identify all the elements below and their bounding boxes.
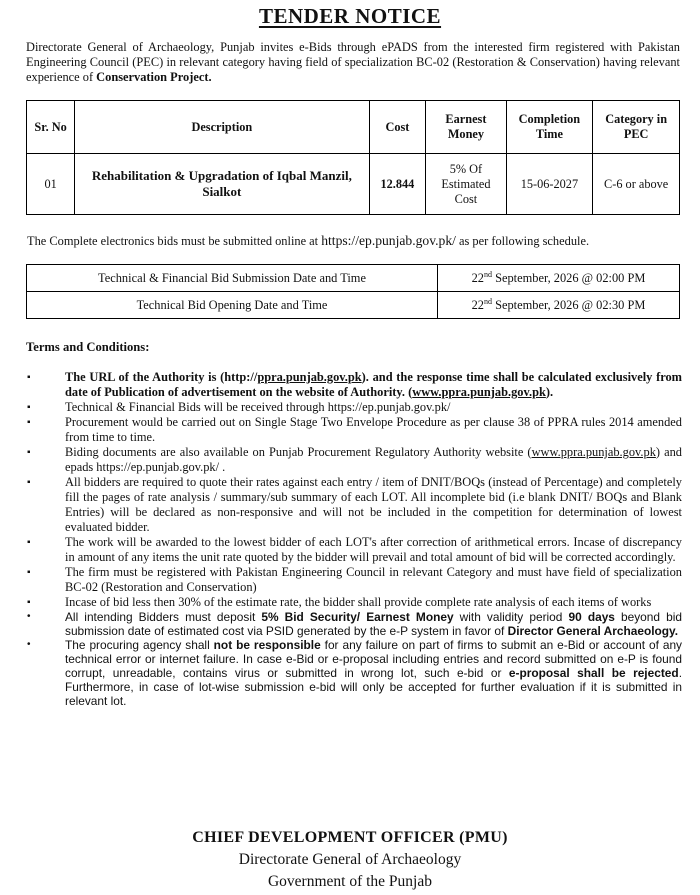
- header-cost: Cost: [369, 101, 426, 154]
- header-earnest-money: Earnest Money: [426, 101, 506, 154]
- list-item: ▪ Incase of bid less then 30% of the estimate rate, the bidder shall provide complete rate analysis of each items of works: [27, 595, 652, 609]
- schedule-label: Technical & Financial Bid Submission Date and Time: [27, 265, 438, 292]
- schedule-label: Technical Bid Opening Date and Time: [27, 292, 438, 319]
- page-title: TENDER NOTICE: [258, 4, 442, 28]
- list-item: ▪ The work will be awarded to the lowest bidder of each LOT's after correction of arithmetical errors. Incase of discrepancy in amount of any items the unit rate quoted by the bidder will prevail and total amount of bid will be corrected accordingly.: [27, 535, 682, 564]
- signature-block: [0, 829, 700, 895]
- bullet-icon: ▪: [27, 537, 31, 548]
- bullet-icon: ▪: [27, 447, 31, 458]
- list-item: ▪ Biding documents are also available on Punjab Procurement Regulatory Authority website (www.ppra.punjab.gov.pk) and epads https://ep.punjab.gov.pk/ .: [27, 445, 682, 474]
- bullet-icon: ▪: [27, 402, 31, 413]
- header-sr-no: Sr. No: [27, 101, 75, 154]
- table-row: [27, 265, 680, 292]
- submission-notice: The Complete electronics bids must be submitted online at https://ep.punjab.gov.pk/ as per following schedule.: [27, 233, 590, 248]
- bullet-icon: ▪: [27, 597, 31, 608]
- bullet-icon: ▪: [27, 417, 31, 428]
- schedule-datetime: 22nd September, 2026 @ 02:00 PM: [438, 265, 680, 292]
- cell-description: Rehabilitation & Upgradation of Iqbal Manzil, Sialkot: [75, 154, 369, 215]
- list-item: ▪ Technical & Financial Bids will be received through https://ep.punjab.gov.pk/: [27, 400, 451, 414]
- signatory-office: Directorate General of Archaeology: [238, 851, 462, 868]
- table-header-row: [27, 101, 680, 154]
- list-item: • All intending Bidders must deposit 5% Bid Security/ Earnest Money with validity period 90 days beyond bid submission date of estimated cost via PSID generated by the e-P system in favor of Director General Archaeology.: [27, 610, 682, 638]
- signatory-government: Government of the Punjab: [267, 873, 432, 890]
- bullet-icon: •: [27, 611, 31, 622]
- list-item: ▪ All bidders are required to quote their rates against each entry / item of DNIT/BOQs (instead of Percentage) and completely fill the pages of rate analysis / summary/sub summary of each LOT. All incomplete bid (i.e blank DNIT/ BOQs and Blank Entries) will be declared as non-responsive and will not be included in the competition for determination of lowest evaluated bidder.: [27, 475, 682, 534]
- ppra-website-link[interactable]: www.ppra.punjab.gov.pk: [531, 445, 656, 459]
- header-completion-time: Completion Time: [506, 101, 593, 154]
- list-item: • The procuring agency shall not be responsible for any failure on part of firms to submit an e-Bid or account of any technical error or internet failure. In case e-Bid or e-proposal including entries and record submitted on e-P is found corrupt, unreadable, contains virus or submitted in wrong lot, such e-bid or e-proposal shall be rejected. Furthermore, in case of lot-wise submission e-bid will only be accepted for further evaluation if it is submitted in relevant lot.: [27, 638, 683, 708]
- ppra-website-link[interactable]: www.ppra.punjab.gov.pk: [412, 385, 546, 399]
- terms-list: [26, 370, 682, 708]
- bullet-icon: ▪: [27, 372, 31, 383]
- intro-paragraph: Directorate General of Archaeology, Punjab invites e-Bids through ePADS from the interested firm registered with Pakistan Engineering Council (PEC) in relevant category having field of specialization BC-02 (Restoration & Conservation) having relevant experience of Conservation Project.: [26, 40, 680, 84]
- submission-url[interactable]: https://ep.punjab.gov.pk/: [321, 233, 456, 248]
- header-description: Description: [75, 101, 369, 154]
- schedule-table: [26, 264, 680, 319]
- tender-table: [26, 100, 680, 215]
- cell-cost: 12.844: [369, 154, 426, 215]
- cell-earnest-money: 5% Of Estimated Cost: [426, 154, 506, 215]
- bullet-icon: •: [27, 639, 31, 650]
- ppra-link[interactable]: ppra.punjab.gov.pk: [257, 370, 362, 384]
- header-category: Category in PEC: [593, 101, 680, 154]
- cell-category: C-6 or above: [593, 154, 680, 215]
- terms-heading: Terms and Conditions:: [26, 340, 150, 354]
- list-item: ▪ The firm must be registered with Pakistan Engineering Council in relevant Category and must have field of specialization BC-02 (Restoration and Conservation): [27, 565, 682, 594]
- bullet-icon: ▪: [27, 567, 31, 578]
- list-item: ▪ Procurement would be carried out on Single Stage Two Envelope Procedure as per clause 38 of PPRA rules 2014 amended from time to time.: [27, 415, 682, 444]
- schedule-datetime: 22nd September, 2026 @ 02:30 PM: [438, 292, 680, 319]
- table-row: [27, 292, 680, 319]
- signatory-designation: CHIEF DEVELOPMENT OFFICER (PMU): [192, 829, 508, 846]
- list-item: ▪ The URL of the Authority is (http://ppra.punjab.gov.pk). and the response time shall be calculated exclusively from date of Publication of advertisement on the website of Authority. (www.ppra.punjab.gov.pk).: [27, 370, 683, 399]
- cell-completion-time: 15-06-2027: [506, 154, 593, 215]
- cell-sr-no: 01: [27, 154, 75, 215]
- table-row: [27, 154, 680, 215]
- bullet-icon: ▪: [27, 477, 31, 488]
